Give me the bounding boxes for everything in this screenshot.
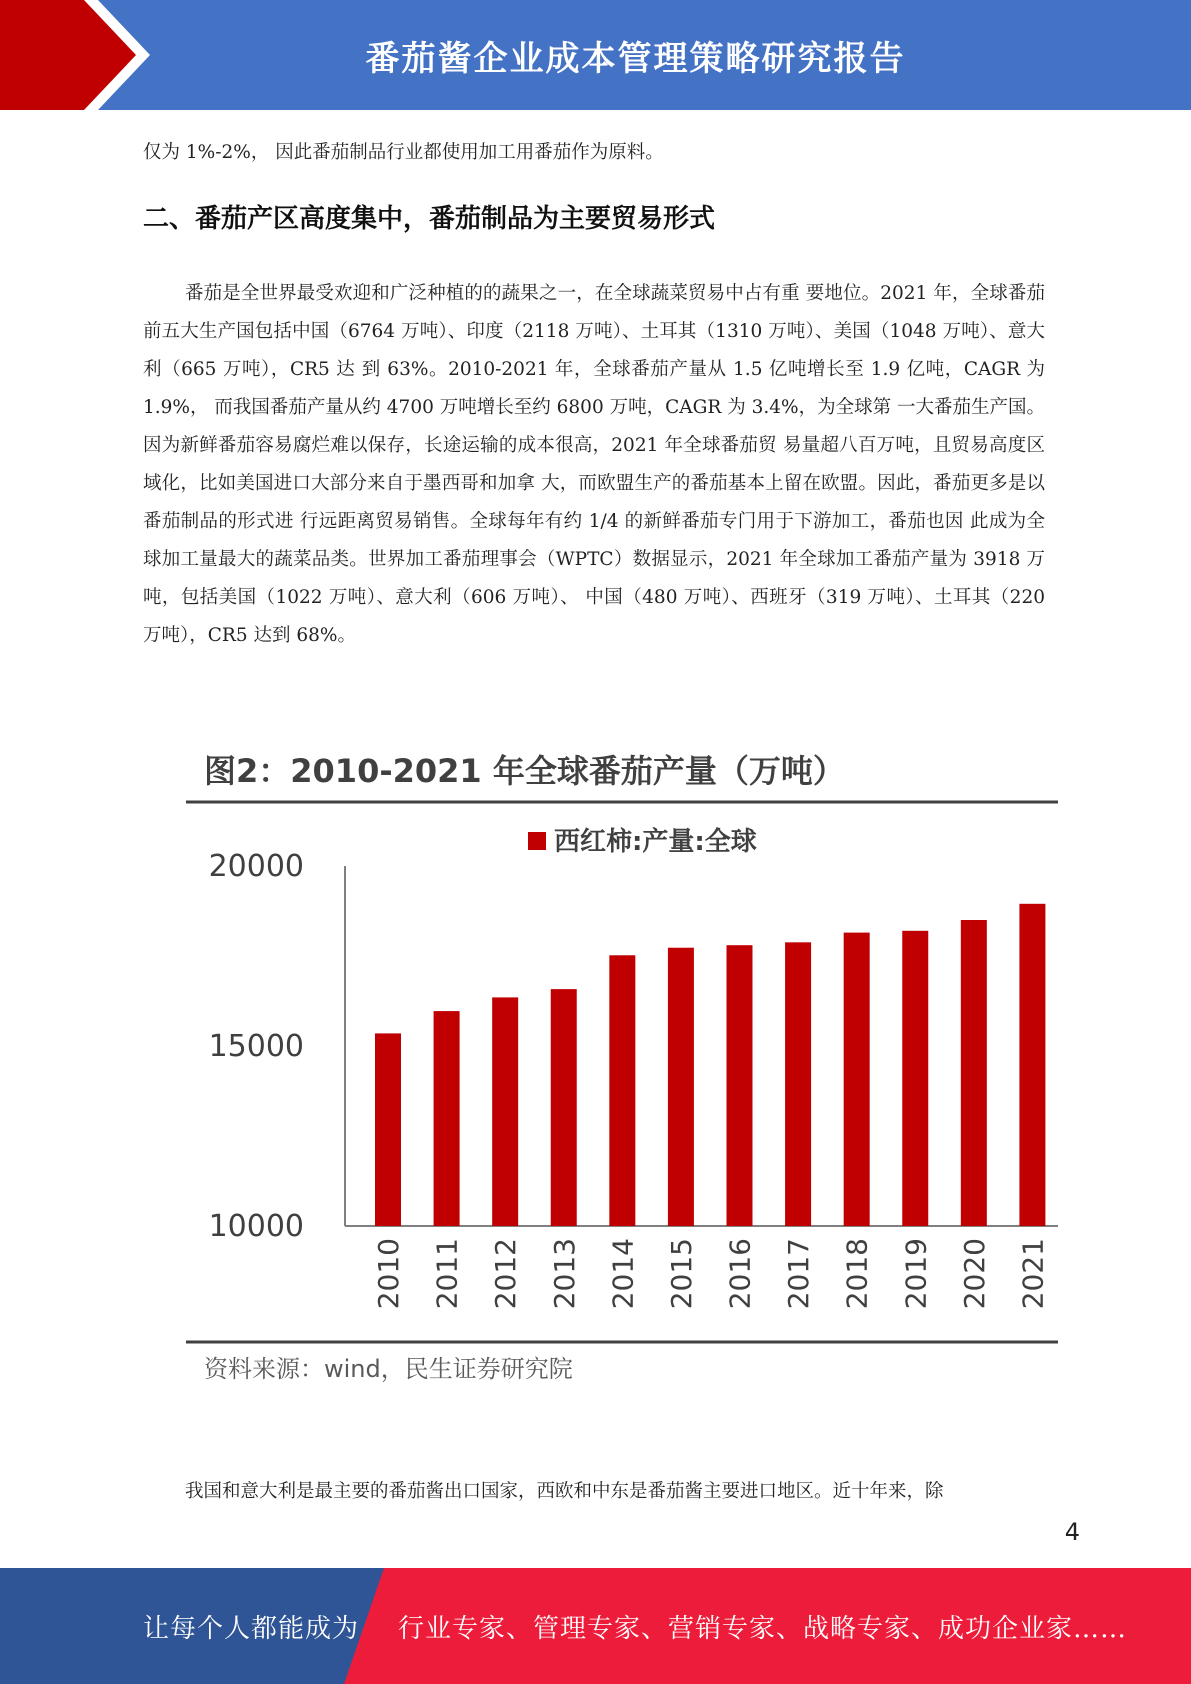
bar-2011	[434, 1011, 460, 1226]
x-tick-label: 2014	[606, 1238, 640, 1310]
x-tick-label: 2020	[957, 1238, 991, 1310]
x-tick-label: 2010	[372, 1238, 405, 1310]
x-tick-label: 2012	[489, 1238, 523, 1310]
bar-2021	[1019, 904, 1045, 1226]
chart-legend	[528, 826, 757, 857]
header-title: 番茄酱企业成本管理策略研究报告	[365, 38, 906, 79]
footer-slogan-left: 让每个人都能成为	[143, 1613, 360, 1644]
bar-2015	[668, 948, 694, 1226]
bar-2019	[902, 931, 928, 1226]
closing-paragraph-block	[143, 1473, 1045, 1511]
lead-line-block	[143, 134, 1045, 172]
legend-swatch	[528, 832, 546, 850]
bar-2016	[727, 945, 753, 1226]
main-paragraph: 番茄是全世界最受欢迎和广泛种植的的蔬果之一，在全球蔬菜贸易中占有重 要地位。2021 年，全球番茄前五大生产国包括中国（6764 万吨）、印度（2118 万吨）、土耳其（1310 万吨）、美国（1048 万吨）、意大利（665 万吨），CR5 达 到 63%。2010-2021 年，全球番茄产量从 1.5 亿吨增长至 1.9 亿吨，CAGR 为 1.9%， 而我国番茄产量从约 4700 万吨增长至约 6800 万吨，CAGR 为 3.4%，为全球第 一大番茄生产国。 因为新鲜番茄容易腐烂难以保存，长途运输的成本很高，2021 年全球番茄贸 易量超八百万吨，且贸易高度区域化，比如美国进口大部分来自于墨西哥和加拿 大，而欧盟生产的番茄基本上留在欧盟。因此，番茄更多是以番茄制品的形式进 行远距离贸易销售。全球每年有约 1/4 的新鲜番茄专门用于下游加工，番茄也因 此成为全球加工量最大的蔬菜品类。世界加工番茄理事会（WPTC）数据显示，2021 年全球加工番茄产量为 3918 万吨，包括美国（1022 万吨）、意大利（606 万吨）、 中国（480 万吨）、西班牙（319 万吨）、土耳其（220 万吨），CR5 达到 68%。	[143, 283, 1045, 646]
x-tick-label: 2013	[547, 1238, 581, 1310]
x-tick-label: 2016	[723, 1238, 757, 1310]
production-chart	[186, 752, 1058, 1392]
main-paragraph-block	[143, 275, 1045, 655]
lead-line: 仅为 1%-2%， 因此番茄制品行业都使用加工用番茄作为原料。	[143, 142, 664, 163]
page-number: 4	[1064, 1518, 1080, 1546]
bar-2018	[844, 933, 870, 1226]
bar-2013	[551, 989, 577, 1226]
closing-paragraph: 我国和意大利是最主要的番茄酱出口国家，西欧和中东是番茄酱主要进口地区。近十年来，除	[185, 1481, 944, 1502]
bar-2010	[375, 1033, 401, 1226]
x-axis-ticks	[372, 1238, 1049, 1309]
bar-2017	[785, 942, 811, 1226]
y-tick-label: 15000	[208, 1029, 304, 1064]
y-tick-label: 20000	[208, 849, 304, 884]
footer-banner	[0, 1568, 1191, 1684]
x-tick-label: 2021	[1016, 1238, 1050, 1310]
chart-bars	[375, 904, 1045, 1226]
footer-slogan-right: 行业专家、管理专家、营销专家、战略专家、成功企业家……	[398, 1613, 1128, 1644]
x-tick-label: 2017	[782, 1238, 816, 1310]
bar-2020	[961, 920, 987, 1226]
chart-title: 图2：2010-2021 年全球番茄产量（万吨）	[204, 752, 845, 790]
section-heading: 二、番茄产区高度集中，番茄制品为主要贸易形式	[143, 204, 716, 234]
x-tick-label: 2011	[430, 1238, 464, 1310]
y-tick-label: 10000	[208, 1209, 304, 1244]
legend-label: 西红柿:产量:全球	[554, 827, 757, 857]
x-tick-label: 2018	[840, 1238, 874, 1310]
header-banner	[0, 0, 1191, 110]
x-tick-label: 2019	[899, 1238, 933, 1310]
bar-2012	[492, 997, 518, 1226]
y-axis-ticks	[209, 849, 304, 1244]
bar-2014	[609, 955, 635, 1226]
x-tick-label: 2015	[664, 1238, 698, 1310]
chart-svg	[186, 752, 1058, 1392]
chart-source: 资料来源：wind，民生证券研究院	[204, 1355, 573, 1383]
